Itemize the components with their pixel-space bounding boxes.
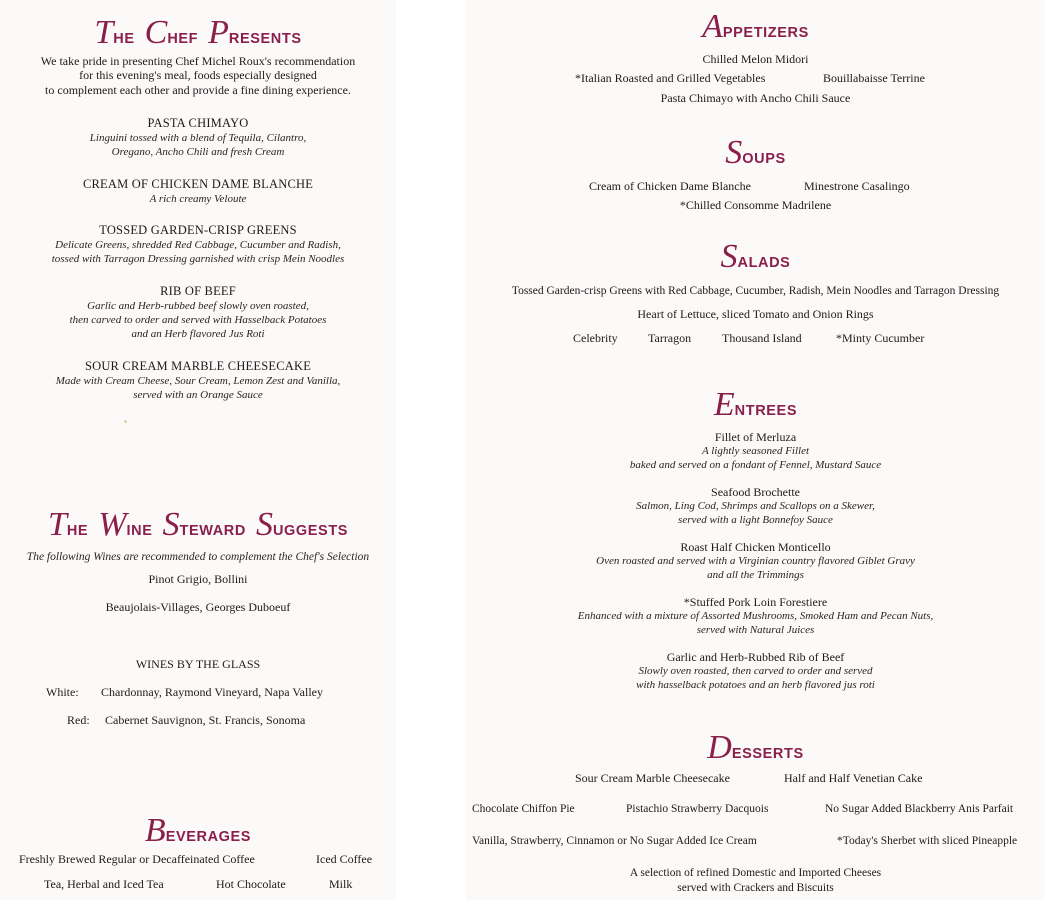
beverage-item: Tea, Herbal and Iced Tea	[44, 877, 164, 891]
wines-by-glass-title: WINES BY THE GLASS	[135, 657, 261, 671]
dressing-item: Celebrity	[573, 331, 618, 345]
beverage-item: Hot Chocolate	[216, 877, 286, 891]
desserts-heading: DESSERTS	[707, 729, 804, 766]
entree-description: with hasselback potatoes and an herb flavored jus roti	[636, 679, 875, 691]
course-description: Linguini tossed with a blend of Tequila, Cilantro,	[89, 132, 307, 144]
soup-item: Cream of Chicken Dame Blanche	[589, 179, 751, 193]
course-description: Made with Cream Cheese, Sour Cream, Lemon Zest and Vanilla,	[55, 375, 341, 387]
course-description: Oregano, Ancho Chili and fresh Cream	[111, 146, 285, 158]
course-name: PASTA CHIMAYO	[147, 116, 249, 130]
red-wine-label: Red:	[67, 713, 90, 727]
dinner-menu-page	[466, 0, 1045, 900]
cheese-selection: served with Crackers and Biscuits	[677, 882, 834, 894]
entree-description: baked and served on a fondant of Fennel, Mustard Sauce	[629, 459, 882, 471]
appetizer-item: Bouillabaisse Terrine	[823, 71, 925, 85]
entree-description: Slowly oven roasted, then carved to order and served	[638, 665, 873, 677]
red-wine-value: Cabernet Sauvignon, St. Francis, Sonoma	[105, 713, 306, 727]
course-description: A rich creamy Veloute	[149, 193, 247, 205]
dessert-item: Half and Half Venetian Cake	[784, 771, 923, 785]
course-description: and an Herb flavored Jus Roti	[131, 328, 265, 340]
white-wine-label: White:	[46, 685, 79, 699]
appetizer-item: Pasta Chimayo with Ancho Chili Sauce	[660, 91, 851, 105]
white-wine-value: Chardonnay, Raymond Vineyard, Napa Valley	[101, 685, 324, 699]
soup-item: *Chilled Consomme Madrilene	[679, 198, 832, 212]
course-description: Delicate Greens, shredded Red Cabbage, Cucumber and Radish,	[55, 239, 341, 251]
chef-recommendation-page	[0, 0, 396, 900]
entree-description: served with Natural Juices	[696, 624, 815, 636]
dessert-item: Pistachio Strawberry Dacquois	[626, 803, 769, 815]
salad-item: Heart of Lettuce, sliced Tomato and Onion Rings	[637, 307, 874, 321]
chef-intro-line: to complement each other and provide a fine dining experience.	[45, 83, 351, 97]
entree-description: A lightly seasoned Fillet	[701, 445, 810, 457]
dressing-item: Tarragon	[648, 331, 692, 345]
entree-description: Enhanced with a mixture of Assorted Mushrooms, Smoked Ham and Pecan Nuts,	[577, 610, 934, 622]
course-description: tossed with Tarragon Dressing garnished with crisp Mein Noodles	[51, 253, 345, 265]
wine-item: Beaujolais-Villages, Georges Duboeuf	[105, 600, 291, 614]
soups-heading: SOUPS	[725, 134, 786, 171]
appetizer-item: *Italian Roasted and Grilled Vegetables	[575, 71, 766, 85]
soup-item: Minestrone Casalingo	[804, 179, 910, 193]
entree-name: *Stuffed Pork Loin Forestiere	[683, 595, 828, 609]
course-name: CREAM OF CHICKEN DAME BLANCHE	[82, 177, 314, 191]
dessert-item: Sour Cream Marble Cheesecake	[575, 771, 730, 785]
course-name: SOUR CREAM MARBLE CHEESECAKE	[84, 359, 312, 373]
dessert-item: No Sugar Added Blackberry Anis Parfait	[825, 803, 1014, 815]
wine-steward-heading: THE WINE STEWARD SUGGESTS	[47, 506, 349, 543]
entree-description: Oven roasted and served with a Virginian country flavored Giblet Gravy	[596, 555, 915, 567]
entree-name: Fillet of Merluza	[714, 430, 797, 444]
appetizers-heading: APPETIZERS	[702, 8, 809, 45]
course-description: Garlic and Herb-rubbed beef slowly oven roasted,	[87, 300, 309, 312]
dressing-item: Thousand Island	[722, 331, 802, 345]
paper-speck	[124, 420, 127, 423]
wine-intro: The following Wines are recommended to complement the Chef's Selection	[26, 551, 370, 563]
entrees-heading: ENTREES	[713, 386, 798, 423]
salads-heading: SALADS	[720, 238, 791, 275]
entree-name: Garlic and Herb-Rubbed Rib of Beef	[666, 650, 845, 664]
entree-description: served with a light Bonnefoy Sauce	[678, 514, 833, 526]
course-name: RIB OF BEEF	[160, 284, 236, 298]
chef-intro-line: for this evening's meal, foods especially designed	[79, 68, 317, 82]
entree-name: Seafood Brochette	[711, 485, 800, 499]
beverage-item: Iced Coffee	[316, 852, 373, 866]
entree-name: Roast Half Chicken Monticello	[680, 540, 831, 554]
course-description: served with an Orange Sauce	[133, 389, 263, 401]
beverage-item: Milk	[329, 877, 353, 891]
appetizer-item: Chilled Melon Midori	[702, 52, 809, 66]
dessert-item: *Today's Sherbet with sliced Pineapple	[837, 835, 1018, 847]
course-description: then carved to order and served with Hasselback Potatoes	[69, 314, 327, 326]
wine-item: Pinot Grigio, Bollini	[148, 572, 248, 586]
beverages-heading: BEVERAGES	[144, 812, 252, 849]
dressing-item: *Minty Cucumber	[836, 331, 925, 345]
entree-description: Salmon, Ling Cod, Shrimps and Scallops on a Skewer,	[636, 500, 875, 512]
salad-item: Tossed Garden-crisp Greens with Red Cabbage, Cucumber, Radish, Mein Noodles and Tarragon Dressing	[511, 285, 1000, 297]
cheese-selection: A selection of refined Domestic and Imported Cheeses	[629, 867, 882, 879]
chef-intro-line: We take pride in presenting Chef Michel Roux's recommendation	[40, 54, 356, 68]
chef-presents-heading: THE CHEF PRESENTS	[94, 14, 302, 51]
entree-description: and all the Trimmings	[707, 569, 804, 581]
dessert-item: Vanilla, Strawberry, Cinnamon or No Sugar Added Ice Cream	[472, 835, 757, 847]
beverage-item: Freshly Brewed Regular or Decaffeinated Coffee	[19, 852, 255, 866]
course-name: TOSSED GARDEN-CRISP GREENS	[99, 223, 297, 237]
dessert-item: Chocolate Chiffon Pie	[472, 803, 575, 815]
